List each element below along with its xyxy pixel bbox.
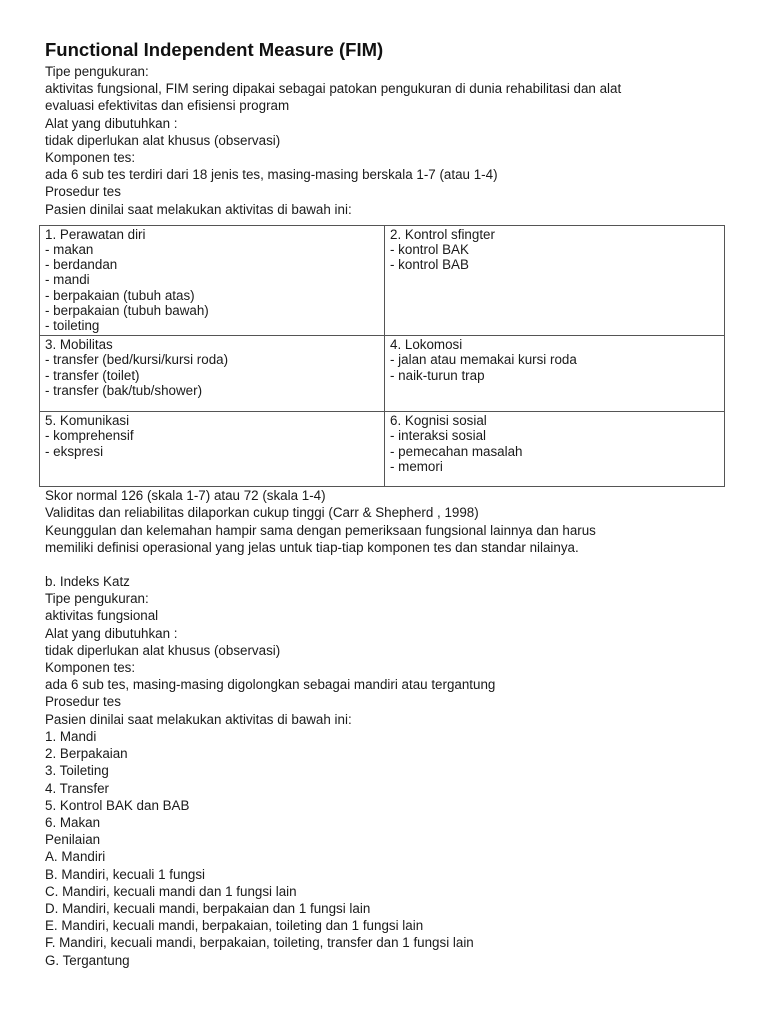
intro-line: Tipe pengukuran: bbox=[45, 64, 149, 79]
intro-line: Komponen tes: bbox=[45, 150, 136, 166]
katz-heading: b. Indeks Katz bbox=[45, 574, 130, 590]
cell-item: - interaksi sosial bbox=[390, 428, 486, 444]
cell-heading: 1. Perawatan diri bbox=[45, 226, 146, 242]
cell-item: - naik-turun trap bbox=[390, 367, 485, 383]
fim-component-table bbox=[39, 225, 725, 487]
katz-grade-item: A. Mandiri bbox=[45, 849, 106, 865]
table-cell bbox=[40, 225, 385, 335]
katz-line: tidak diperlukan alat khusus (observasi) bbox=[45, 642, 281, 658]
table-cell bbox=[40, 336, 385, 412]
katz-activity-item: 4. Transfer bbox=[45, 780, 110, 796]
katz-line: Alat yang dibutuhkan : bbox=[45, 625, 178, 641]
katz-activity-item: 5. Kontrol BAK dan BAB bbox=[45, 797, 190, 813]
katz-grade-item: C. Mandiri, kecuali mandi dan 1 fungsi lain bbox=[45, 883, 297, 899]
cell-item: - pemecahan masalah bbox=[390, 443, 523, 459]
katz-activity-item: 1. Mandi bbox=[45, 728, 97, 744]
katz-activity-item: 2. Berpakaian bbox=[45, 746, 128, 762]
cell-heading: 3. Mobilitas bbox=[45, 337, 113, 353]
note-line: Keunggulan dan kelemahan hampir sama dengan pemeriksaan fungsional lainnya dan harus bbox=[45, 522, 596, 538]
cell-item: - mandi bbox=[45, 272, 90, 288]
cell-heading: 2. Kontrol sfingter bbox=[390, 226, 495, 242]
table-cell bbox=[385, 412, 725, 487]
cell-item: - transfer (bed/kursi/kursi roda) bbox=[45, 352, 229, 368]
document-title: Functional Independent Measure (FIM) bbox=[45, 39, 384, 60]
intro-line: tidak diperlukan alat khusus (observasi) bbox=[45, 132, 281, 148]
cell-item: - transfer (toilet) bbox=[45, 367, 140, 383]
intro-line: Alat yang dibutuhkan : bbox=[45, 115, 178, 131]
cell-item: - komprehensif bbox=[45, 428, 134, 444]
intro-line: ada 6 sub tes terdiri dari 18 jenis tes, masing-masing berskala 1-7 (atau 1-4) bbox=[45, 167, 498, 183]
katz-line: ada 6 sub tes, masing-masing digolongkan sebagai mandiri atau tergantung bbox=[45, 677, 496, 693]
katz-line: Tipe pengukuran: bbox=[45, 591, 149, 607]
cell-heading: 6. Kognisi sosial bbox=[390, 413, 487, 429]
cell-item: - toileting bbox=[45, 318, 100, 334]
cell-item: - makan bbox=[45, 242, 94, 258]
cell-item: - transfer (bak/tub/shower) bbox=[45, 382, 203, 398]
katz-line: Pasien dinilai saat melakukan aktivitas di bawah ini: bbox=[45, 711, 352, 727]
katz-line: Penilaian bbox=[45, 832, 101, 848]
katz-grade-item: F. Mandiri, kecuali mandi, berpakaian, toileting, transfer dan 1 fungsi lain bbox=[45, 935, 474, 951]
table-row bbox=[40, 336, 725, 412]
cell-item: - ekspresi bbox=[45, 443, 104, 459]
table-cell bbox=[385, 336, 725, 412]
katz-line: Prosedur tes bbox=[45, 694, 121, 710]
katz-grade-item: B. Mandiri, kecuali 1 fungsi bbox=[45, 866, 206, 882]
cell-item: - berpakaian (tubuh bawah) bbox=[45, 302, 209, 318]
table-row bbox=[40, 412, 725, 487]
katz-section bbox=[45, 573, 735, 969]
intro-line: aktivitas fungsional, FIM sering dipakai sebagai patokan pengukuran di dunia rehabilitasi dan alat bbox=[45, 81, 622, 97]
cell-item: - kontrol BAB bbox=[390, 257, 469, 273]
fim-notes bbox=[45, 487, 735, 556]
section-spacer bbox=[45, 556, 735, 573]
fim-intro bbox=[45, 63, 735, 218]
note-line: memiliki definisi operasional yang jelas untuk tiap-tiap komponen tes dan standar nilainya. bbox=[45, 539, 579, 555]
cell-heading: 5. Komunikasi bbox=[45, 413, 130, 429]
katz-grade-item: D. Mandiri, kecuali mandi, berpakaian dan 1 fungsi lain bbox=[45, 900, 371, 916]
cell-item: - berdandan bbox=[45, 257, 118, 273]
katz-activity-item: 6. Makan bbox=[45, 814, 101, 830]
cell-item: - jalan atau memakai kursi roda bbox=[390, 352, 577, 368]
note-line: Validitas dan reliabilitas dilaporkan cukup tinggi (Carr & Shepherd , 1998) bbox=[45, 505, 479, 521]
cell-item: - memori bbox=[390, 458, 443, 474]
intro-line: Prosedur tes bbox=[45, 184, 121, 200]
cell-heading: 4. Lokomosi bbox=[390, 337, 463, 353]
cell-item: - berpakaian (tubuh atas) bbox=[45, 287, 195, 303]
intro-line: evaluasi efektivitas dan efisiensi program bbox=[45, 98, 290, 114]
katz-line: Komponen tes: bbox=[45, 660, 136, 676]
table-row bbox=[40, 225, 725, 335]
table-cell bbox=[40, 412, 385, 487]
cell-item: - kontrol BAK bbox=[390, 242, 469, 258]
katz-grade-item: E. Mandiri, kecuali mandi, berpakaian, toileting dan 1 fungsi lain bbox=[45, 918, 424, 934]
katz-grade-item: G. Tergantung bbox=[45, 952, 130, 968]
table-cell bbox=[385, 225, 725, 335]
document-page bbox=[45, 38, 735, 969]
katz-activity-item: 3. Toileting bbox=[45, 763, 109, 779]
katz-line: aktivitas fungsional bbox=[45, 608, 159, 624]
note-line: Skor normal 126 (skala 1-7) atau 72 (skala 1-4) bbox=[45, 488, 326, 504]
intro-line: Pasien dinilai saat melakukan aktivitas di bawah ini: bbox=[45, 201, 352, 217]
